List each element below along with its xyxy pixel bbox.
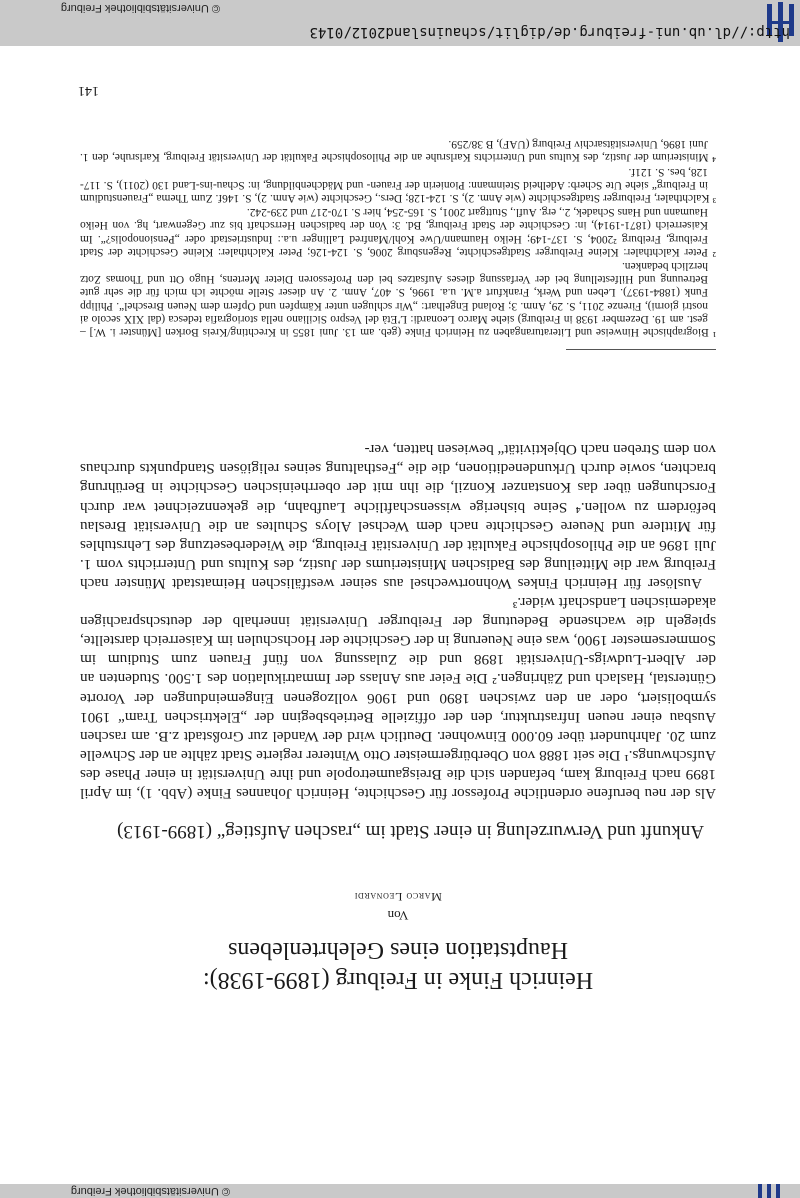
footnote-2: ² Peter Kalchthaler: Kleine Freiburger Stadtgeschichte, Regensburg 2006, S. 124-126; Peter Kalchthaler: Kleine Geschichte der Stadt Freiburg, Freiburg ²2004, S. 137-149; Heiko Haumann/Uwe Kohl/Manfred Lallinger u.a.: Industriestadt oder „Pensionopolis?“. Im Kaiserreich (1871-1914), in: Geschichte der Stadt Freiburg, Bd. 3: Von der badischen Herrschaft bis zur Gegenwart, hg. von Heiko Haumann und Hans Schadek, 2., erg. Aufl., Stuttgart 2001, S. 165-254, hier S. 170-217 und 239-242. [80, 206, 716, 258]
footnote-divider [566, 349, 716, 350]
section-heading: Ankunft und Verwurzelung in einer Stadt im „raschen Aufstieg“ (1899-1913) [117, 821, 704, 842]
bottom-toolbar [0, 1184, 800, 1198]
article-body [80, 440, 716, 803]
document-page [80, 58, 716, 1128]
title-line-2: Hauptstation eines Gelehrtenlebens [228, 937, 568, 963]
footnotes [80, 136, 716, 338]
paragraph-1: Als der neu berufene ordentliche Professor für Geschichte, Heinrich Johannes Finke (Abb. 1), im April 1899 nach Freiburg kam, befanden sich die Breisgaumetropole und ihre Universität in einer Phase des Aufschwungs.¹ Die seit 1888 von Oberbürgermeister Otto Winterer regierte Stadt zählte an der Schwelle zum 20. Jahrhundert über 60.000 Einwohner. Deutlich wird der Wandel zur Großstadt z.B. am raschen Ausbau einer neuen Infrastruktur, den der offizielle Betriebsbeginn der „Elektrischen Tram“ 1901 symbolisiert, oder an den zwischen 1890 und 1906 vollzogenen Eingemeindungen der Vororte Günterstal, Haslach und Zähringen.² Die Feier aus Anlass der Immatrikulation des 1.500. Studenten an der Albert-Ludwigs-Universität 1898 und die Zulassung von fünf Frauen zum Studium im Sommersemester 1900, was eine Neuerung in der Geschichte der Hochschulen im Kaiserreich darstellte, spiegeln die wachsende Bedeutung der Freiburger Universität innerhalb der deutschsprachigen akademischen Landschaft wider.³ [80, 594, 716, 802]
page-number: 141 [78, 83, 99, 98]
article-title [80, 935, 716, 995]
top-toolbar [0, 0, 800, 46]
library-logo-icon [758, 1184, 780, 1198]
footnote-4: ⁴ Ministerium der Justiz, des Kultus und Unterrichts Karlsruhe an die Philosophische Fakultät der Universität Freiburg, Karlsruhe, den 1. Juni 1896, Universitätsarchiv Freiburg (UAF), B 38/259. [80, 138, 716, 164]
copyright-label: © Universitätsbibliothek Freiburg [60, 2, 220, 14]
footnote-3: ³ Kalchthaler, Freiburger Stadtgeschichte (wie Anm. 2), S. 124-128; Ders., Geschichte (wie Anm. 2), S. 146f. Zum Thema „Frauenstudium in Freiburg“ siehe Ute Scherb: Adelheid Steinmann: Pionierin der Frauen- und Mädchenbildung, in: Schau-ins-Land 130 (2011), S. 117-128, bes. S. 121f. [80, 165, 716, 204]
copyright-label-bottom: © Universitätsbibliothek Freiburg [70, 1185, 230, 1197]
footnote-1: ¹ Biographische Hinweise und Literaturangaben zu Heinrich Finke (geb. am 13. Juni 1855 in Krechting/Kreis Borken [Münster i. W.] – gest. am 19. Dezember 1938 in Freiburg) siehe Marco Leonardi: L’Età del Vespro Siciliano nella storiografia tedesca (dal XIX secolo ai nostri giorni), Firenze 2011, S. 29, Anm. 3; Roland Engelhart: „Wir schlugen unter Kämpfen und Opfern dem Neuen Breschel“. Philipp Funk (1884-1937). Leben und Werk, Frankfurt a.M. u.a. 1996, S. 407, Anm. 2. An dieser Stelle möchte ich mich für die sehr gute Betreuung und Hilfestellung bei der Verfassung dieses Aufsatzes bei den Professoren Dieter Mertens, Hugo Ott und Thomas Zotz herzlich bedanken. [80, 259, 716, 338]
author-name: Marco Leonardi [354, 890, 442, 904]
paragraph-2: Auslöser für Heinrich Finkes Wohnortwechsel aus seiner westfälischen Heimatstadt Münster nach Freiburg war die Mitteilung des Badischen Ministeriums der Justiz, des Kultus und Unterrichts vom 1. Juli 1896 an die Philosophische Fakultät der Universität Freiburg, die Wiederbesetzung des Lehrstuhles für Mittlere und Neuere Geschichte nach dem Wechsel Aloys Schultes an die Universität Breslau befördern zu wollen.⁴ Seine bisherige wissenschaftliche Laufbahn, die gekennzeichnet war durch Forschungen über das Konstanzer Konzil, die ihn mit der oberrheinischen Geschichte in Berührung brachten, sowie durch Urkundeneditionen, die die „Festhaltung seines religiösen Standpunkts durchaus von dem Streben nach Objektivität“ bewiesen hatten, ver- [80, 441, 716, 592]
title-line-1: Heinrich Finke in Freiburg (1899-1938): [202, 967, 594, 993]
byline-von: Von [387, 908, 409, 923]
document-url-link[interactable]: http://dl.ub.uni-freiburg.de/diglit/schauinsland2012/0143 [309, 24, 790, 40]
